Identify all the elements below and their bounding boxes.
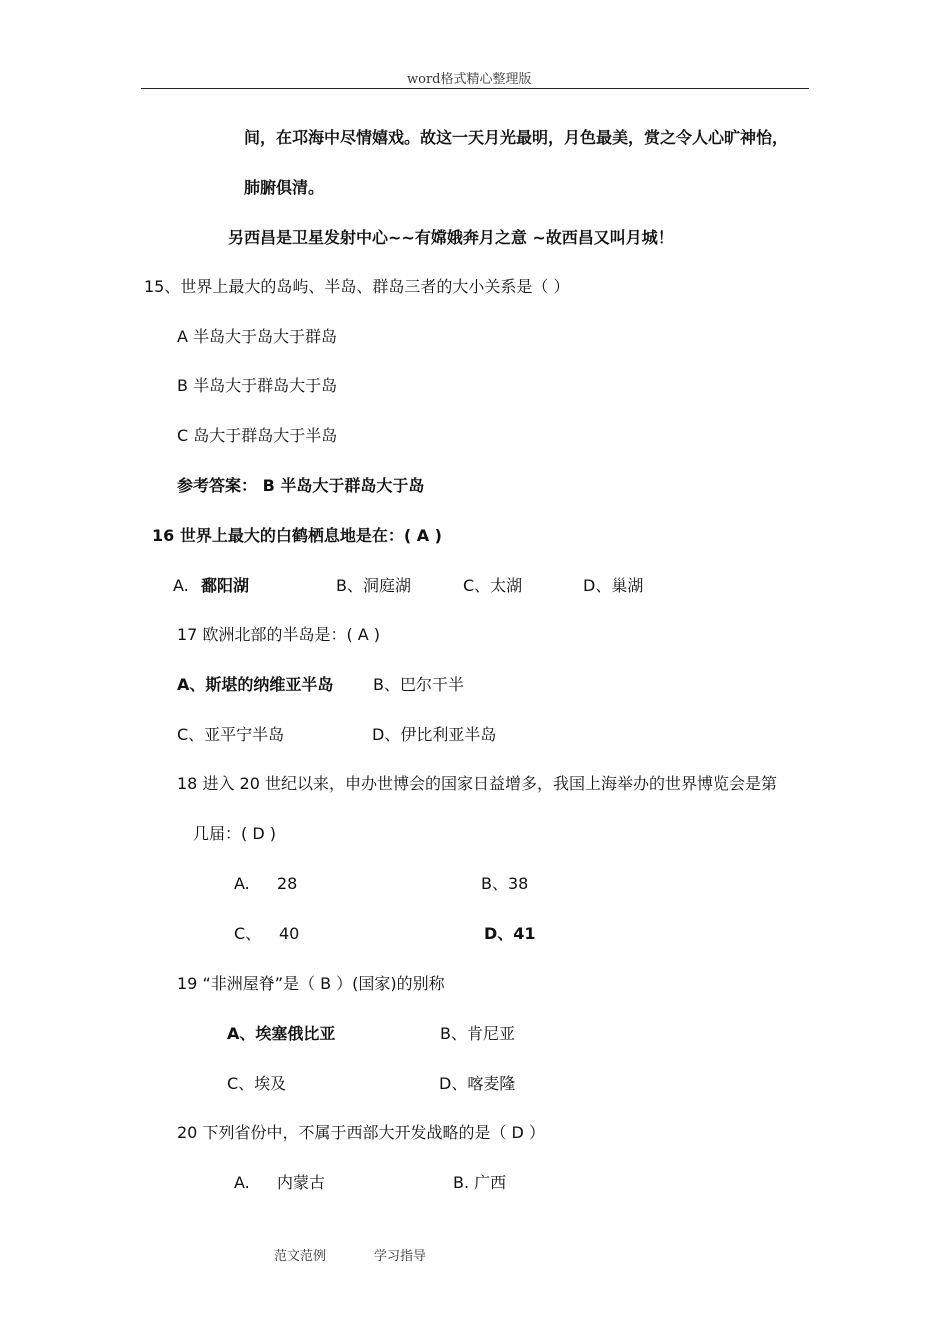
q15-answer: 参考答案： B 半岛大于群岛大于岛 <box>177 476 425 495</box>
q19-option-c: C、埃及 <box>227 1074 287 1093</box>
footer-left: 范文范例 <box>274 1249 327 1264</box>
q19-option-d: D、喀麦隆 <box>439 1074 516 1093</box>
q16-option-b: B、洞庭湖 <box>336 576 411 595</box>
q18-option-b: B、38 <box>481 874 529 893</box>
q19-option-b: B、肯尼亚 <box>440 1024 515 1043</box>
q20-question: 20 下列省份中，不属于西部大开发战略的是（ D ） <box>177 1123 545 1142</box>
q18-question-line-2: 几届：( D ) <box>193 824 276 843</box>
q15-question: 15、世界上最大的岛屿、半岛、群岛三者的大小关系是（ ） <box>144 277 570 296</box>
q20-option-a-value: 内蒙古 <box>277 1173 326 1192</box>
page-header-title: word格式精心整理版 <box>407 72 532 87</box>
intro-line-2: 肺腑俱清。 <box>244 178 325 197</box>
q17-option-c: C、亚平宁半岛 <box>177 725 285 744</box>
q18-option-a-prefix: A. <box>234 874 250 893</box>
q15-option-b: B 半岛大于群岛大于岛 <box>177 376 338 395</box>
q17-option-a: A、斯堪的纳维亚半岛 <box>177 675 334 694</box>
q17-option-b: B、巴尔干半 <box>373 675 464 694</box>
q18-option-d: D、41 <box>484 924 536 943</box>
q16-option-d: D、巢湖 <box>583 576 644 595</box>
intro-line-1: 间，在邛海中尽情嬉戏。故这一天月光最明，月色最美，赏之令人心旷神怡， <box>244 128 789 147</box>
q18-option-a-value: 28 <box>277 874 298 893</box>
intro-line-3: 另西昌是卫星发射中心~~有嫦娥奔月之意 ~故西昌又叫月城！ <box>228 228 674 247</box>
q15-option-a: A 半岛大于岛大于群岛 <box>177 327 338 346</box>
q15-option-c: C 岛大于群岛大于半岛 <box>177 426 338 445</box>
q18-option-c-prefix: C、 <box>234 924 262 943</box>
q19-option-a: A、埃塞俄比亚 <box>227 1024 336 1043</box>
q17-question: 17 欧洲北部的半岛是：( A ) <box>177 625 381 644</box>
q16-option-c: C、太湖 <box>463 576 523 595</box>
q17-option-d: D、伊比利亚半岛 <box>372 725 497 744</box>
q20-option-a-prefix: A. <box>234 1173 250 1192</box>
q16-option-a-text: 鄱阳湖 <box>201 576 250 595</box>
q18-option-c-value: 40 <box>279 924 300 943</box>
footer-right: 学习指导 <box>374 1249 427 1264</box>
q20-option-b: B. 广西 <box>453 1173 507 1192</box>
q18-question-line-1: 18 进入 20 世纪以来，申办世博会的国家日益增多，我国上海举办的世界博览会是第 <box>177 774 777 793</box>
q16-question: 16 世界上最大的白鹤栖息地是在：( A ) <box>152 526 442 545</box>
q16-option-a-prefix: A. <box>173 576 189 595</box>
header-divider <box>141 88 809 89</box>
q19-question: 19 “非洲屋脊”是（ B ）(国家)的别称 <box>177 974 445 993</box>
